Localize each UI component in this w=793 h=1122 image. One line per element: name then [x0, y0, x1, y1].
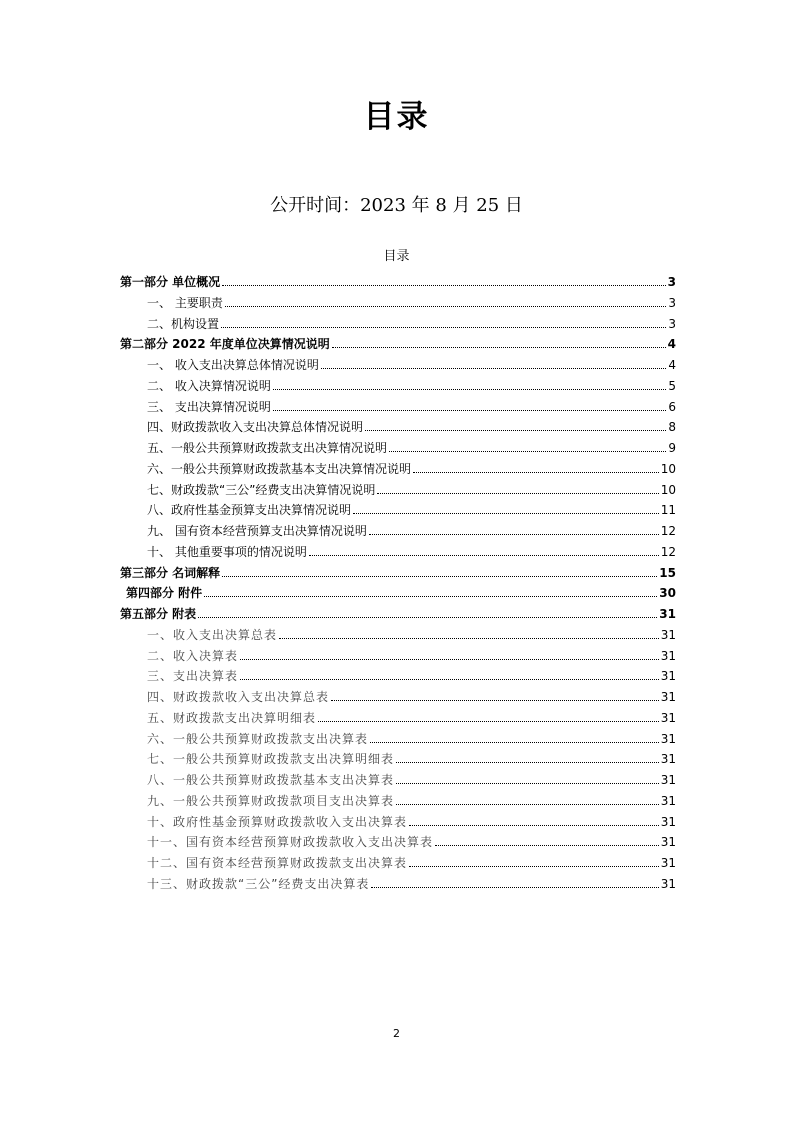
toc-dot-leader: [204, 596, 657, 597]
toc-dot-leader: [222, 285, 665, 286]
toc-entry-page: 12: [660, 524, 676, 538]
toc-entry-page: 11: [660, 503, 676, 518]
toc-entry[interactable]: [147, 498, 676, 518]
toc-entry-label: 第一部分 单位概况: [120, 275, 221, 289]
toc-entry[interactable]: [147, 457, 676, 477]
toc-entry-label: 一、 主要职责: [147, 295, 223, 310]
toc-entry-label: 六、一般公共预算财政拨款支出决算表: [147, 731, 369, 746]
toc-entry[interactable]: [147, 727, 676, 747]
toc-dot-leader: [222, 576, 657, 577]
toc-entry-page: 9: [668, 441, 676, 455]
toc-entry-label: 一、 收入支出决算总体情况说明: [147, 358, 319, 372]
toc-entry-label: 四、财政拨款收入支出决算总表: [147, 690, 330, 704]
toc-dot-leader: [221, 327, 666, 328]
toc-entry[interactable]: [147, 415, 676, 435]
toc-entry-page: 31: [660, 690, 676, 704]
toc-entry-page: 10: [660, 482, 676, 497]
toc-entry-page: 31: [659, 607, 676, 621]
toc-heading: 目录: [383, 249, 410, 264]
toc-entry-page: 31: [660, 856, 676, 870]
toc-dot-leader: [365, 430, 666, 431]
toc-entry[interactable]: [147, 810, 676, 830]
toc-entry-label: 八、政府性基金预算支出决算情况说明: [147, 503, 352, 518]
toc-entry-page: 31: [660, 814, 676, 829]
toc-entry-label: 十三、财政拨款“三公”经费支出决算表: [147, 876, 370, 891]
toc-dot-leader: [279, 638, 659, 639]
toc-dot-leader: [377, 493, 658, 494]
toc-entry[interactable]: [120, 270, 676, 290]
toc-entry[interactable]: [147, 872, 676, 892]
toc-entry-label: 四、财政拨款收入支出决算总体情况说明: [147, 420, 364, 435]
toc-entry[interactable]: [147, 291, 676, 311]
toc-dot-leader: [413, 472, 659, 473]
toc-entry[interactable]: [126, 581, 676, 601]
toc-entry[interactable]: [120, 602, 676, 622]
toc-entry[interactable]: [147, 540, 676, 560]
toc-entry-page: 31: [660, 876, 676, 891]
toc-entry-label: 十、政府性基金预算财政拨款收入支出决算表: [147, 814, 408, 829]
toc-entry-page: 4: [667, 337, 676, 352]
toc-entry[interactable]: [147, 747, 676, 767]
toc-entry[interactable]: [147, 623, 676, 643]
toc-entry-label: 第五部分 附表: [120, 607, 197, 621]
toc-dot-leader: [273, 410, 667, 411]
toc-entry-label: 第四部分 附件: [126, 586, 203, 601]
toc-entry[interactable]: [147, 478, 676, 498]
toc-entry[interactable]: [147, 312, 676, 332]
toc-entry-page: 31: [660, 731, 676, 746]
toc-dot-leader: [396, 762, 659, 763]
toc-entry[interactable]: [147, 685, 676, 705]
toc-entry-page: 8: [668, 420, 676, 435]
toc-entry[interactable]: [147, 851, 676, 871]
toc-entry-label: 八、一般公共预算财政拨款基本支出决算表: [147, 773, 395, 787]
toc-entry-page: 31: [660, 627, 676, 642]
toc-entry[interactable]: [120, 332, 676, 352]
toc-entry-page: 31: [660, 793, 676, 808]
toc-entry-label: 九、 国有资本经营预算支出决算情况说明: [147, 524, 367, 538]
toc-entry-page: 3: [668, 316, 676, 331]
toc-dot-leader: [240, 679, 659, 680]
toc-entry[interactable]: [147, 644, 676, 664]
toc-dot-leader: [273, 389, 667, 390]
toc-entry[interactable]: [147, 768, 676, 788]
toc-entry-label: 九、一般公共预算财政拨款项目支出决算表: [147, 793, 395, 808]
toc-entry[interactable]: [120, 561, 676, 581]
toc-dot-leader: [435, 845, 659, 846]
toc-entry-page: 6: [668, 399, 676, 414]
toc-dot-leader: [331, 700, 659, 701]
toc-entry-page: 31: [660, 669, 676, 684]
toc-entry-label: 十一、国有资本经营预算财政拨款收入支出决算表: [147, 835, 434, 850]
toc-dot-leader: [353, 513, 659, 514]
toc-entry-page: 31: [660, 752, 676, 767]
toc-entry-label: 五、财政拨款支出决算明细表: [147, 710, 317, 725]
toc-dot-leader: [409, 866, 659, 867]
toc-entry[interactable]: [147, 706, 676, 726]
publish-date: 公开时间：2023 年 8 月 25 日: [270, 195, 523, 216]
toc-entry-label: 一、收入支出决算总表: [147, 627, 278, 642]
toc-entry[interactable]: [147, 830, 676, 850]
toc-dot-leader: [309, 555, 659, 556]
toc-dot-leader: [396, 804, 659, 805]
toc-entry-page: 3: [668, 295, 676, 310]
toc-entry-label: 二、收入决算表: [147, 648, 239, 663]
toc-dot-leader: [332, 347, 666, 348]
toc-entry-label: 第二部分 2022 年度单位决算情况说明: [120, 337, 330, 352]
toc-dot-leader: [318, 721, 659, 722]
toc-entry-label: 十、 其他重要事项的情况说明: [147, 544, 307, 559]
toc-entry[interactable]: [147, 436, 676, 456]
toc-entry-page: 31: [660, 773, 676, 787]
toc-entry-page: 12: [660, 544, 676, 559]
toc-entry-page: 30: [659, 586, 676, 601]
toc-dot-leader: [389, 451, 666, 452]
toc-entry-page: 31: [660, 648, 676, 663]
toc-entry-page: 3: [667, 275, 676, 289]
toc-entry[interactable]: [147, 789, 676, 809]
page-number: 2: [393, 1027, 400, 1040]
toc-dot-leader: [198, 617, 657, 618]
toc-dot-leader: [396, 783, 659, 784]
toc-dot-leader: [321, 368, 667, 369]
toc-entry-label: 五、一般公共预算财政拨款支出决算情况说明: [147, 441, 388, 455]
toc-entry-label: 七、财政拨款“三公”经费支出决算情况说明: [147, 482, 376, 497]
toc-dot-leader: [225, 306, 667, 307]
page-title: 目录: [363, 99, 430, 135]
toc-dot-leader: [409, 825, 659, 826]
toc-entry[interactable]: [147, 519, 676, 539]
toc-entry[interactable]: [147, 664, 676, 684]
toc-entry-label: 七、一般公共预算财政拨款支出决算明细表: [147, 752, 395, 767]
toc-entry[interactable]: [147, 395, 676, 415]
toc-dot-leader: [369, 534, 659, 535]
toc-entry[interactable]: [147, 374, 676, 394]
toc-entry-label: 三、支出决算表: [147, 669, 239, 684]
toc-entry-label: 二、机构设置: [147, 316, 220, 331]
toc-entry-label: 二、 收入决算情况说明: [147, 378, 271, 393]
toc-entry-page: 31: [660, 710, 676, 725]
toc-dot-leader: [371, 887, 658, 888]
toc-entry-label: 六、一般公共预算财政拨款基本支出决算情况说明: [147, 461, 412, 476]
toc-entry[interactable]: [147, 353, 676, 373]
toc-entry-page: 31: [660, 835, 676, 850]
toc-entry-page: 10: [660, 461, 676, 476]
toc-entry-page: 5: [668, 378, 676, 393]
toc-dot-leader: [370, 742, 659, 743]
toc-entry-page: 15: [659, 565, 676, 580]
toc-entry-label: 十二、国有资本经营预算财政拨款支出决算表: [147, 856, 408, 870]
toc-dot-leader: [240, 659, 659, 660]
toc-entry-label: 三、 支出决算情况说明: [147, 399, 271, 414]
toc-entry-page: 4: [668, 358, 676, 372]
toc-entry-label: 第三部分 名词解释: [120, 565, 221, 580]
